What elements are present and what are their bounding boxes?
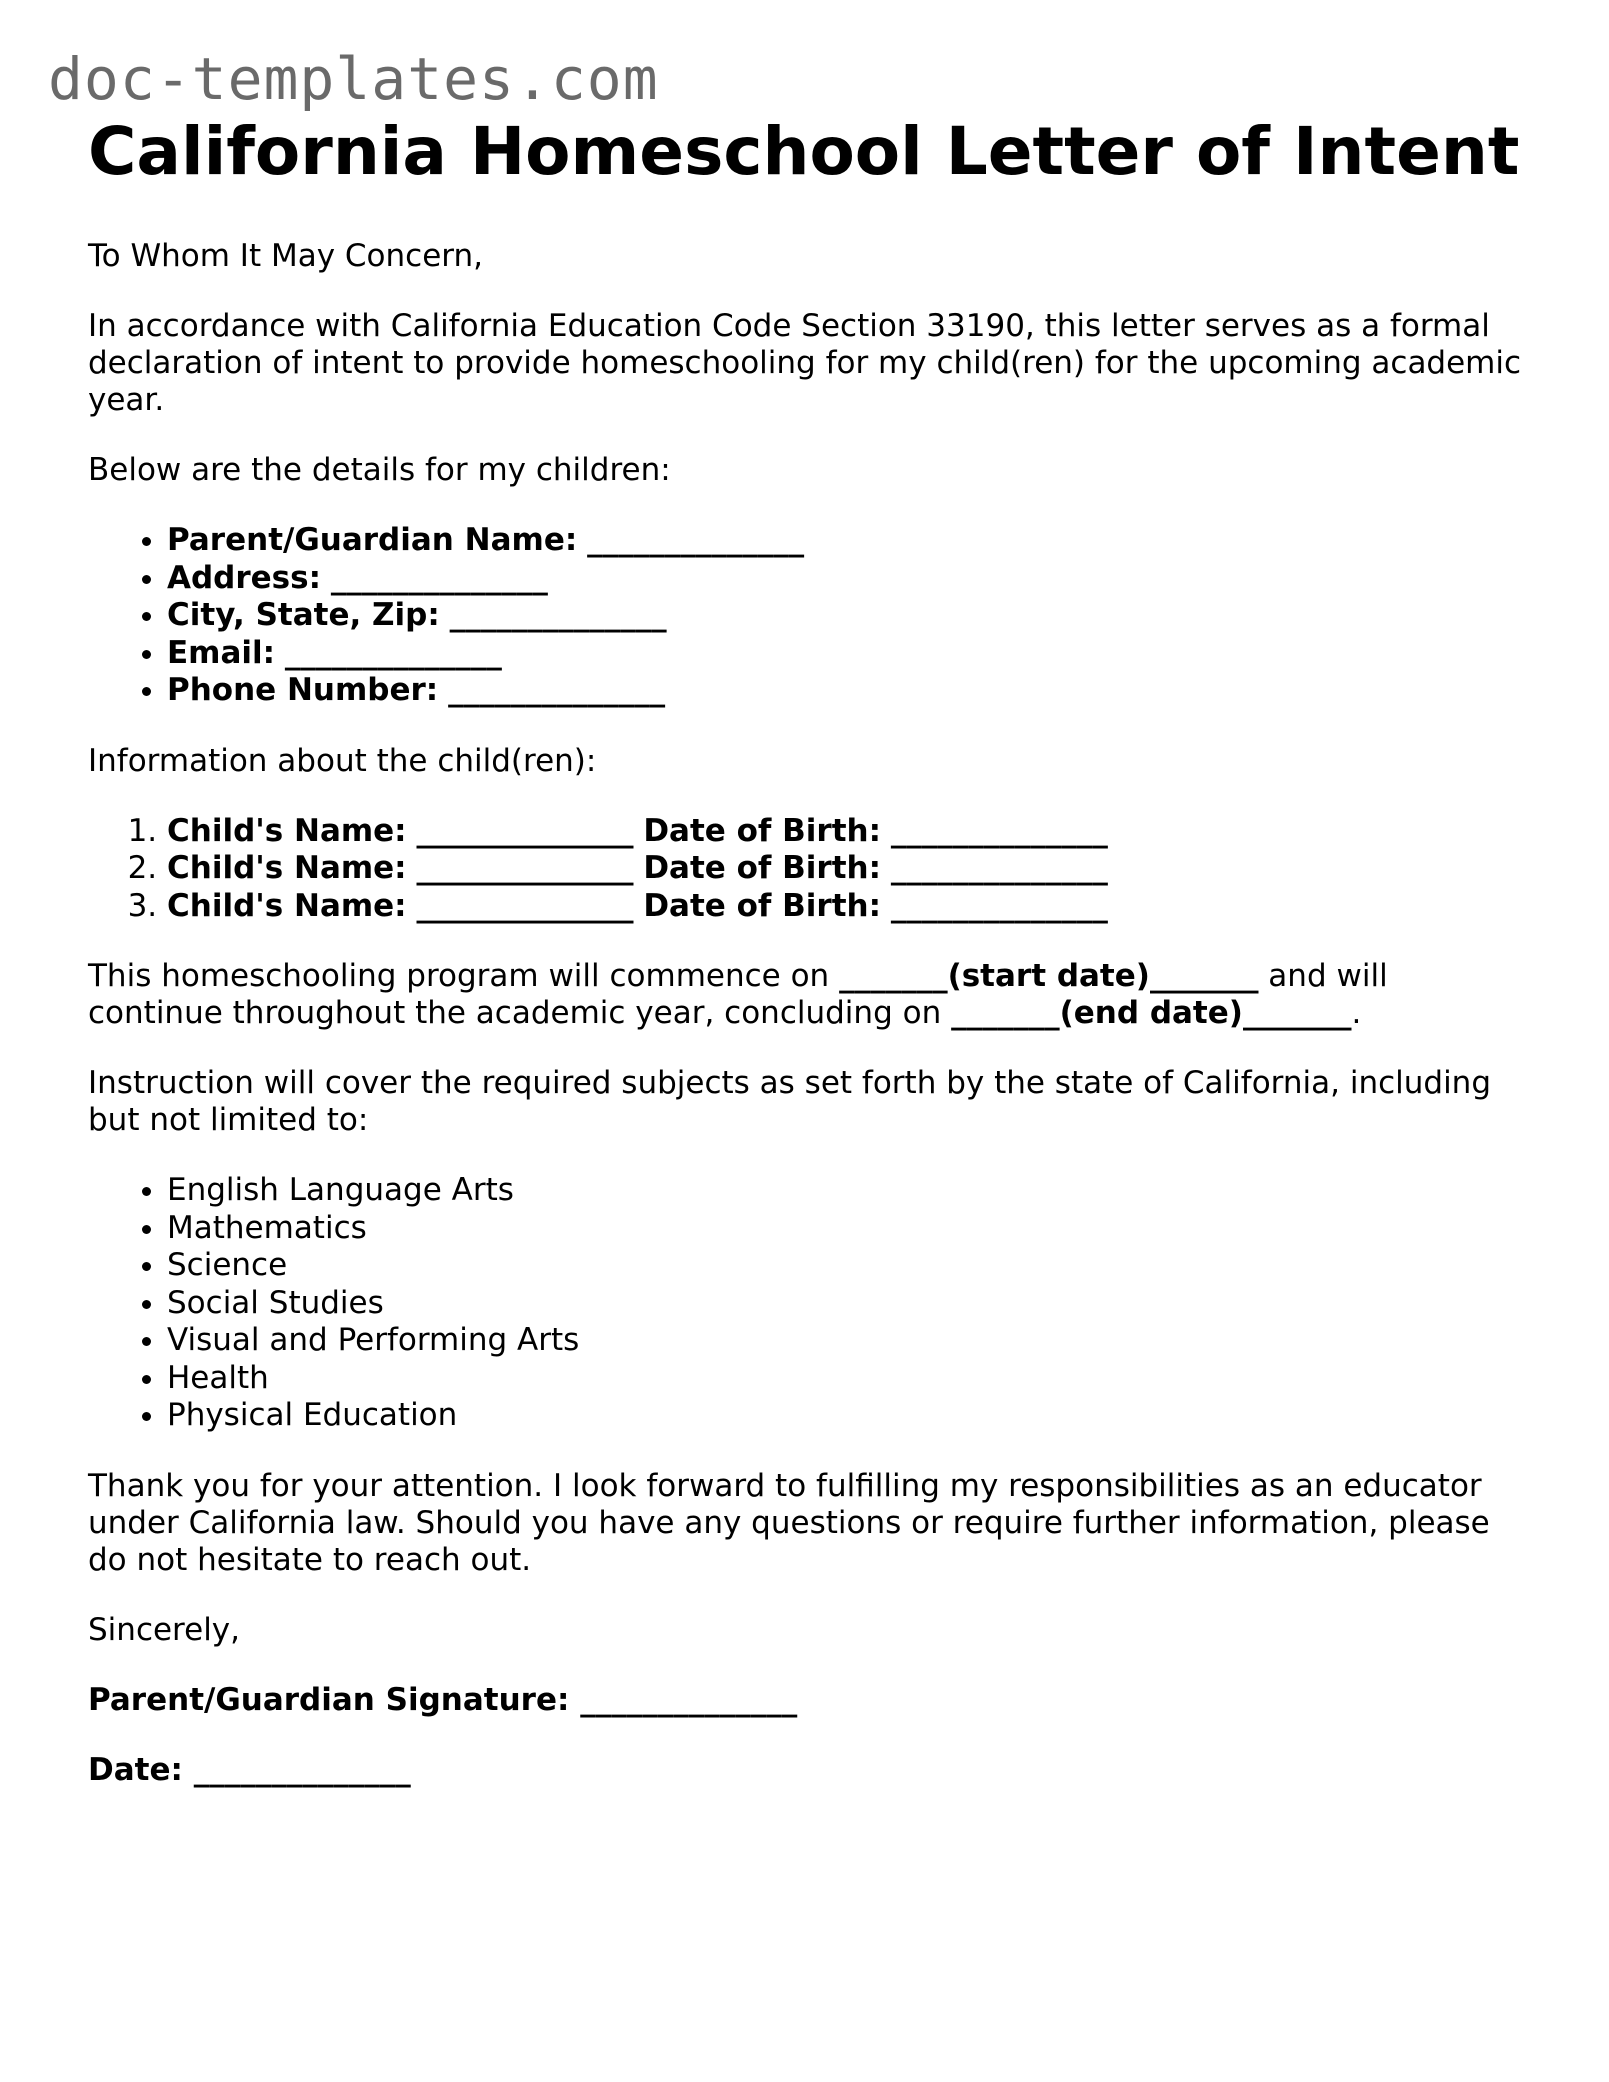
list-item: [167, 635, 1528, 673]
thanks-paragraph: Thank you for your attention. I look forward to fulfilling my responsibilities as an educator under California law. Should you have any questions or require further information, please do not hesitate to reach out.: [88, 1467, 1490, 1578]
date-label: Date:: [88, 1751, 183, 1788]
field-label: Phone Number:: [167, 672, 439, 708]
closing: Sincerely,: [88, 1611, 241, 1648]
blank-field[interactable]: ______________: [890, 850, 1108, 886]
signature-label: Parent/Guardian Signature:: [88, 1681, 570, 1718]
list-item: • Social Studies: [167, 1285, 1528, 1323]
field-label: Date of Birth:: [643, 812, 882, 849]
blank-field[interactable]: ______________: [416, 812, 634, 849]
list-item: [167, 850, 1528, 888]
date-line: [88, 1752, 1528, 1789]
field-label: Email:: [167, 634, 276, 671]
children-intro: Information about the child(ren):: [88, 742, 597, 779]
signature-field[interactable]: ______________: [580, 1681, 798, 1718]
field-label: Child's Name:: [167, 887, 407, 924]
list-item: • English Language Arts: [167, 1172, 1528, 1210]
details-intro: Below are the details for my children:: [88, 452, 671, 488]
list-item: • Visual and Performing Arts: [167, 1322, 1528, 1360]
list-item: • Physical Education: [167, 1397, 1528, 1435]
greeting: To Whom It May Concern,: [88, 238, 483, 274]
start-date-field[interactable]: _______(start date)_______: [839, 958, 1259, 994]
field-label: Date of Birth:: [643, 850, 882, 886]
commence-text: This homeschooling program will commence on: [88, 958, 840, 994]
list-item: [167, 522, 1528, 560]
blank-field[interactable]: ______________: [284, 634, 502, 671]
commence-text: .: [1351, 995, 1362, 1031]
field-label: Child's Name:: [167, 812, 407, 849]
parent-details-list: [88, 522, 1528, 710]
list-item: • Science: [167, 1247, 1528, 1285]
intro-paragraph: In accordance with California Education Code Section 33190, this letter serves as a formal declaration of intent to provide homeschooling for my child(ren) for the upcoming academic year.: [88, 308, 1522, 418]
list-item: [167, 813, 1528, 851]
list-item: • Mathematics: [167, 1210, 1528, 1248]
blank-field[interactable]: ______________: [890, 887, 1108, 924]
commence-paragraph: [88, 958, 1528, 1032]
list-item: • Health: [167, 1360, 1528, 1398]
blank-field[interactable]: ______________: [587, 522, 805, 558]
instruction-paragraph: Instruction will cover the required subjects as set forth by the state of California, including but not limited to:: [88, 1065, 1492, 1138]
field-label: Child's Name:: [167, 850, 407, 886]
blank-field[interactable]: ______________: [416, 887, 634, 924]
blank-field[interactable]: ______________: [890, 812, 1108, 849]
subjects-list: [88, 1172, 1528, 1435]
letter-body: [88, 110, 1528, 1789]
blank-field[interactable]: ______________: [448, 672, 666, 708]
commence-text: and will continue throughout the academic year, concluding on: [88, 958, 1388, 1031]
list-item: [167, 888, 1528, 926]
page-title: California Homeschool Letter of Intent: [88, 113, 1520, 190]
watermark: doc-templates.com: [48, 45, 659, 113]
end-date-field[interactable]: _______(end date)_______: [951, 995, 1352, 1031]
field-label: Address:: [167, 559, 321, 596]
blank-field[interactable]: ______________: [330, 559, 548, 596]
list-item: [167, 597, 1528, 635]
list-item: [167, 560, 1528, 598]
children-list: [88, 813, 1528, 926]
signature-line: [88, 1682, 1528, 1719]
blank-field[interactable]: ______________: [416, 850, 634, 886]
blank-field[interactable]: ______________: [449, 597, 667, 633]
date-field[interactable]: ______________: [193, 1751, 411, 1788]
list-item: [167, 672, 1528, 710]
field-label: Date of Birth:: [643, 887, 882, 924]
field-label: City, State, Zip:: [167, 597, 440, 633]
field-label: Parent/Guardian Name:: [167, 522, 578, 558]
